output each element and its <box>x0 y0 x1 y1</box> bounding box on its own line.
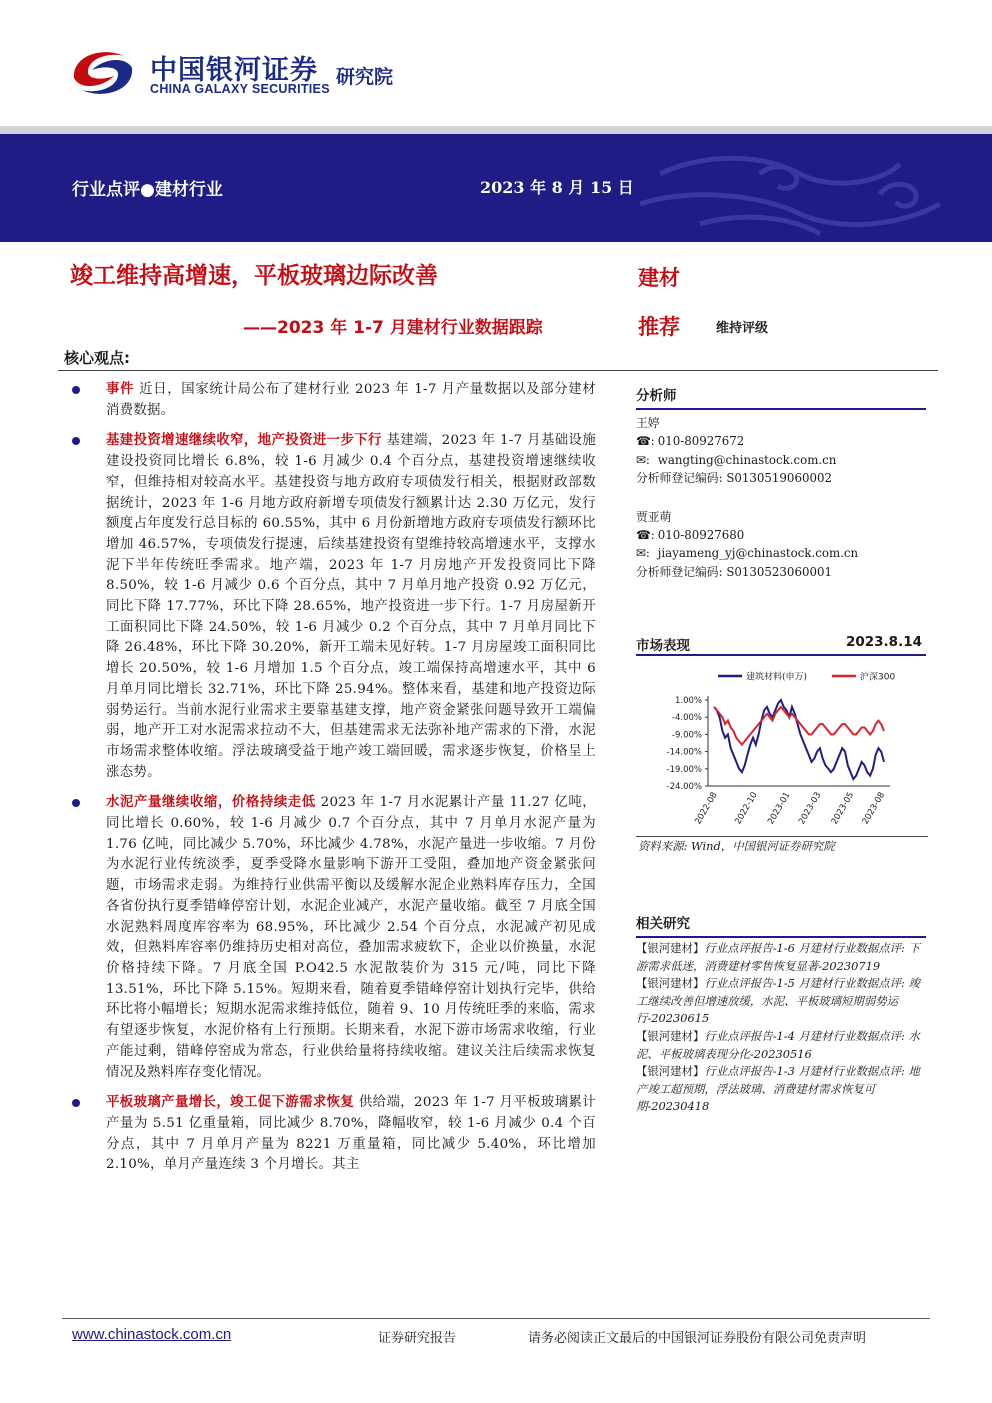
related-text: 行业点评报告-1-3 月建材行业数据点评: 地产竣工超预期，浮法玻璃、消费建材需求恢复可期-20230418 <box>636 1064 920 1114</box>
bullet-text: 近日，国家统计局公布了建材行业 2023 年 1-7 月产量数据以及部分建材消费数据。 <box>106 382 596 418</box>
analyst-block <box>636 508 926 582</box>
legend-label: 沪深300 <box>860 672 896 683</box>
y-tick-label: -24.00% <box>666 782 702 792</box>
market-section <box>636 634 926 656</box>
analyst-phone: 010-80927672 <box>657 434 745 449</box>
analyst-block <box>636 414 926 488</box>
chart-source: 资料来源: Wind，中国银河证券研究院 <box>638 839 835 853</box>
report-date: 2023 年 8 月 15 日 <box>480 178 634 197</box>
bullet-text: 基建端，2023 年 1-7 月基础设施建设投资同比增长 6.8%，较 1-6 月减少 0.4 个百分点，基建投资增速继续收窄，但维持相对较高水平。基建投资与地方政府专项债发行相关，根据财政部数据统计，2023 年 1-6 月地方政府新增专项债发行额累计达 2.30 万亿元，发行额度占年度发行总目标的 60.55%，其中 6 月份新增地方政府专项债发行额环比增加 46.57%，专项债发行提速，后续基建投资有望维持较高增速水平，支撑水泥下半年传统旺季需求。地产端，2023 年 1-7 月房地产开发投资同比下降 8.50%，较 1-6 月减少 0.6 个百分点，其中 7 月单月地产投资 0.92 万亿元，同比下降 17.77%，环比下降 28.65%，地产投资进一步下行。1-7 月房屋新开工面积同比下降 24.50%，较 1-6 月减少 0.2 个百分点，其中 7 月单月同比下降 26.48%，环比下降 30.20%，新开工端未见好转。1-7 月房屋竣工面积同比增长 20.50%，较 1-6 月增加 1.5 个百分点，竣工端保持高增速水平，其中 6 月单月同比增长 32.71%，环比下降 25.94%。整体来看，基建和地产投资边际弱势运行。当前水泥行业需求主要靠基建支撑，地产资金紧张问题导致开工端偏弱，地产开工对水泥需求拉动不大，但基建需求无法弥补地产需求的下滑，水泥市场需求整体收缩。浮法玻璃受益于地产竣工端回暖，需求逐步恢复，价格呈上涨态势。 <box>106 433 597 780</box>
core-heading: 核心观点: <box>64 349 130 367</box>
reg-label: 分析师登记编码: <box>636 564 723 579</box>
bullet-investment <box>62 431 596 783</box>
company-name-cn: 中国银河证券 <box>150 55 318 86</box>
related-heading: 相关研究 <box>636 916 690 932</box>
email-icon: ✉: <box>636 452 650 467</box>
related-tag: 【银河建材】 <box>636 1028 705 1043</box>
section-rule <box>636 408 926 410</box>
y-tick-label: -9.00% <box>671 730 702 741</box>
rating-label: 推荐 <box>638 315 680 339</box>
bullet-event <box>62 380 596 421</box>
analyst-heading: 分析师 <box>636 388 677 404</box>
bullet-highlight: 水泥产量继续收缩，价格持续走低 <box>106 795 316 811</box>
footer-doc-type: 证券研究报告 <box>378 1331 457 1346</box>
related-tag: 【银河建材】 <box>636 941 705 955</box>
analyst-phone: 010-80927680 <box>657 528 745 543</box>
x-tick-label: 2023-01 <box>766 790 793 827</box>
bullet-text: 2023 年 1-7 月水泥累计产量 11.27 亿吨，同比增长 0.60%，较 1-6 月减少 0.7 个百分点，其中 7 月单月水泥产量为 1.76 亿吨，同比减少 5.70%，环比减少 4.78%，水泥产量进一步收缩。7 月份为水泥行业传统淡季，夏季受降水量影响下游开工受阻，叠加地产资金紧张问题，市场需求走弱。为维持行业供需平衡以及缓解水泥企业熟料库存压力，全国各省份执行夏季错峰停窑计划，水泥企业减产，水泥产量收缩。截至 7 月底全国水泥熟料周度库容率为 68.95%，环比减少 2.54 个百分点，水泥减产初见成效，但熟料库容率仍维持历史相对高位，叠加需求疲软下，企业以价换量，水泥价格持续下降。7 月底全国 P.O42.5 水泥散装价为 315 元/吨，同比下降 13.51%，环比下降 5.15%。短期来看，随着夏季错峰停窑计划执行完毕，供给环比将小幅增长；短期水泥需求维持低位，随着 9、10 月传统旺季的来临，需求有望逐步恢复，水泥价格有上行预期。长期来看，水泥下游市场需求收缩，行业产能过剩，错峰停窑成为常态，行业供给量将持续收缩。建议关注后续需求恢复情况及熟料库存变化情况。 <box>106 795 597 1080</box>
bullet-text: 供给端，2023 年 1-7 月平板玻璃累计产量为 5.51 亿重量箱，同比减少 8.70%，降幅收窄，较 1-6 月减少 0.4 个百分点，其中 7 月单月产量为 8221 万重量箱，同比减少 5.40%，环比增加 2.10%，单月产量连续 3 个月增长。其主 <box>106 1095 596 1173</box>
related-list <box>636 940 926 1116</box>
report-title: 竣工维持高增速，平板玻璃边际改善 <box>70 263 438 289</box>
phone-icon: ☎: <box>636 528 655 543</box>
market-chart <box>636 660 928 836</box>
bullet-dot-icon <box>72 1099 80 1107</box>
related-item[interactable] <box>636 940 926 975</box>
series-line-building-materials <box>714 700 884 779</box>
related-section <box>636 912 926 1116</box>
reg-number: S0130519060002 <box>726 471 832 486</box>
footer-disclaimer: 请务必阅读正文最后的中国银河证券股份有限公司免责声明 <box>528 1331 867 1346</box>
related-tag: 【银河建材】 <box>636 1064 705 1079</box>
analyst-section <box>636 384 926 581</box>
bullet-dot-icon <box>72 799 80 807</box>
analyst-email[interactable]: jiayameng_yj@chinastock.com.cn <box>657 546 859 561</box>
website-link[interactable]: www.chinastock.com.cn <box>72 1326 232 1343</box>
banner-top-strip <box>0 126 992 134</box>
related-text: 行业点评报告-1-4 月建材行业数据点评: 水泥、平板玻璃表现分化-20230516 <box>636 1028 920 1061</box>
analyst-email[interactable]: wangting@chinastock.com.cn <box>657 452 837 467</box>
reg-number: S0130523060001 <box>726 564 832 579</box>
report-category: 行业点评●建材行业 <box>72 180 223 200</box>
x-tick-label: 2022-08 <box>693 790 720 827</box>
x-tick-label: 2023-03 <box>797 790 824 827</box>
x-tick-label: 2023-05 <box>829 790 857 827</box>
analyst-name: 王婷 <box>636 416 660 430</box>
divider <box>636 836 928 837</box>
x-tick-label: 2023-08 <box>860 790 888 827</box>
y-tick-label: -14.00% <box>666 747 702 758</box>
y-tick-label: -4.00% <box>671 713 702 724</box>
bullet-highlight: 事件 <box>106 382 135 397</box>
legend-label: 建筑材料(申万) <box>746 672 808 683</box>
related-text: 行业点评报告-1-5 月建材行业数据点评: 竣工继续改善但增速放缓，水泥、平板玻璃短期弱势运行-20230615 <box>636 976 920 1026</box>
bullet-dot-icon <box>72 437 80 445</box>
related-tag: 【银河建材】 <box>636 976 705 991</box>
y-tick-label: 1.00% <box>674 696 702 706</box>
reg-label: 分析师登记编码: <box>636 471 723 486</box>
y-tick-label: -19.00% <box>666 764 702 775</box>
phone-icon: ☎: <box>636 434 655 449</box>
company-logo-icon <box>66 42 140 104</box>
section-rule <box>636 936 926 938</box>
rating-note: 维持评级 <box>716 321 769 336</box>
market-heading: 市场表现 <box>636 638 690 654</box>
bullet-cement <box>62 793 596 1083</box>
section-rule <box>636 654 926 656</box>
company-name-en: CHINA GALAXY SECURITIES <box>150 82 330 96</box>
bullet-highlight: 平板玻璃产量增长，竣工促下游需求恢复 <box>106 1095 355 1111</box>
analyst-name: 贾亚萌 <box>636 509 672 524</box>
x-tick-label: 2022-10 <box>733 790 760 827</box>
related-text: 行业点评报告-1-6 月建材行业数据点评: 下游需求低迷，消费建材零售恢复显著-20230719 <box>636 941 920 973</box>
bullet-highlight: 基建投资增速继续收窄，地产投资进一步下行 <box>106 433 382 449</box>
institute-label: 研究院 <box>336 66 394 88</box>
sector-label: 建材 <box>638 266 680 290</box>
related-item[interactable] <box>636 975 926 1028</box>
bullet-dot-icon <box>72 386 80 394</box>
report-subtitle: ——2023 年 1-7 月建材行业数据跟踪 <box>243 318 543 338</box>
related-item[interactable] <box>636 1063 926 1116</box>
email-icon: ✉: <box>636 546 650 561</box>
related-item[interactable] <box>636 1028 926 1063</box>
footer-rule <box>62 1318 930 1319</box>
body-text <box>62 380 596 1176</box>
bullet-glass <box>62 1093 596 1176</box>
market-date: 2023.8.14 <box>845 634 922 650</box>
divider <box>58 370 938 371</box>
